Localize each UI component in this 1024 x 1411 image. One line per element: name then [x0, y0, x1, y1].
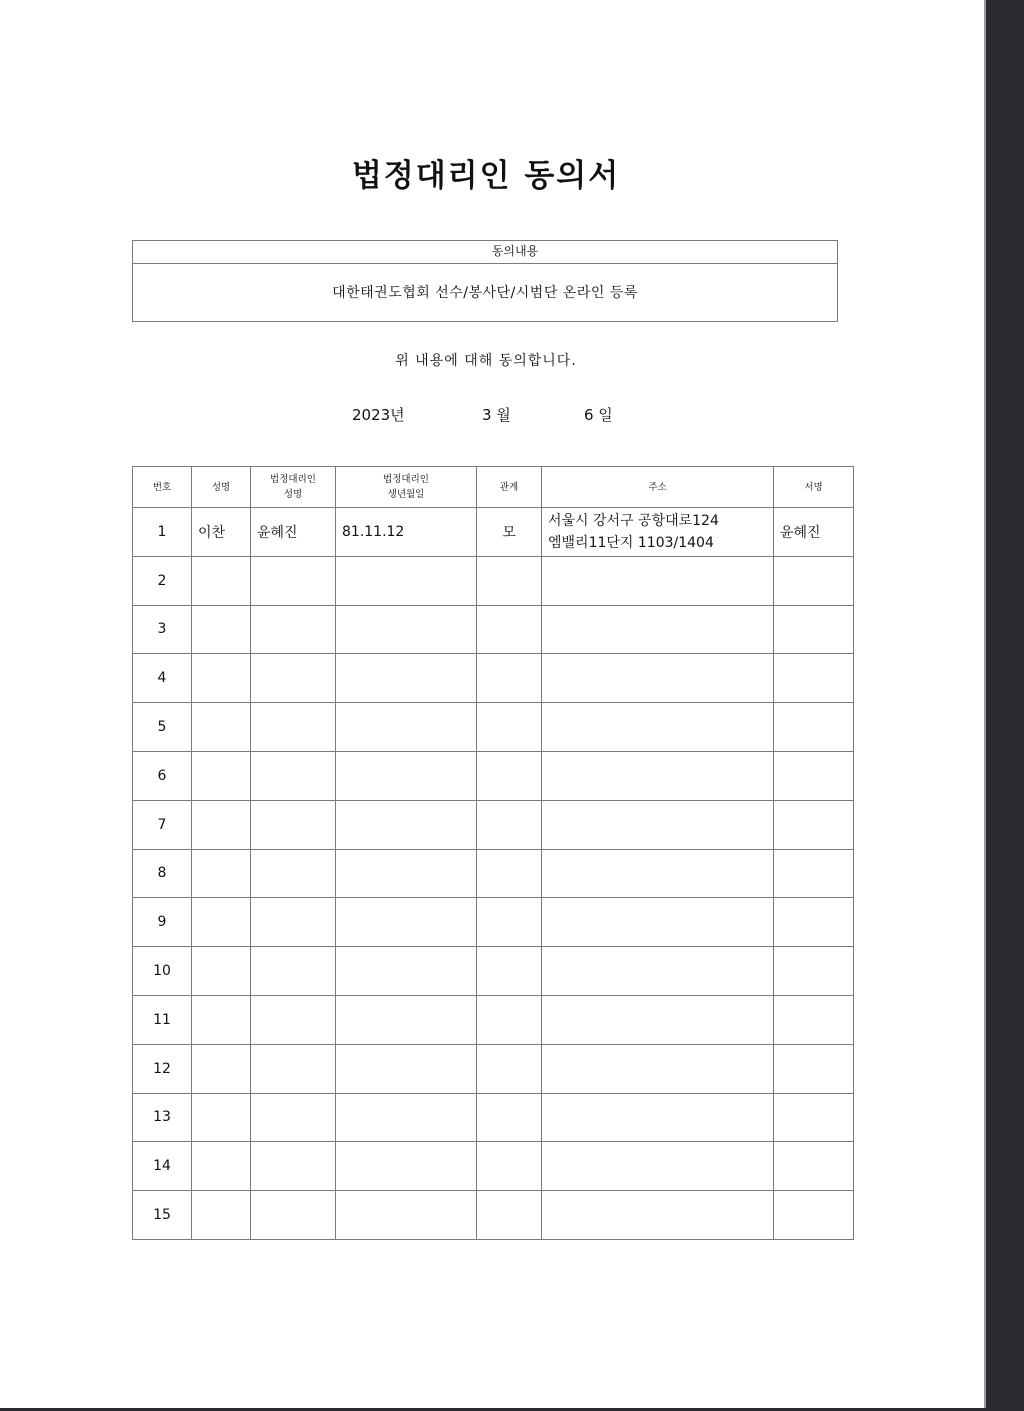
cell-name	[192, 849, 251, 898]
cell-address	[542, 947, 774, 996]
header-guardian-name	[251, 467, 336, 508]
header-guardian-name-line1: 법정대리인	[270, 474, 316, 485]
header-guardian-name-line2: 성명	[283, 489, 303, 500]
cell-number: 8	[133, 849, 192, 898]
cell-guardian-name	[251, 1044, 336, 1093]
cell-relation	[477, 703, 542, 752]
cell-relation	[477, 800, 542, 849]
cell-signature	[774, 654, 854, 703]
cell-guardian-name	[251, 800, 336, 849]
consent-content-box	[132, 240, 838, 322]
header-address: 주소	[542, 467, 774, 508]
cell-name	[192, 605, 251, 654]
cell-relation	[477, 1191, 542, 1240]
cell-relation	[477, 605, 542, 654]
cell-guardian-name	[251, 605, 336, 654]
cell-address	[542, 1191, 774, 1240]
cell-signature	[774, 1142, 854, 1191]
cell-name	[192, 654, 251, 703]
table-row	[133, 1093, 854, 1142]
cell-address-line2: 엠밸리11단지 1103/1404	[548, 534, 714, 551]
cell-name	[192, 556, 251, 605]
cell-signature	[774, 947, 854, 996]
table-body	[133, 508, 854, 1240]
cell-guardian-name	[251, 1093, 336, 1142]
table-row	[133, 800, 854, 849]
cell-address-line1: 서울시 강서구 공항대로124	[548, 512, 719, 529]
header-guardian-birth-line1: 법정대리인	[383, 474, 429, 485]
cell-number: 7	[133, 800, 192, 849]
cell-guardian-birth	[336, 995, 477, 1044]
guardian-table	[132, 466, 854, 1240]
cell-number: 14	[133, 1142, 192, 1191]
cell-signature	[774, 751, 854, 800]
table-row	[133, 654, 854, 703]
cell-name: 이찬	[192, 508, 251, 557]
cell-address	[542, 654, 774, 703]
header-guardian-birth	[336, 467, 477, 508]
header-relation: 관계	[477, 467, 542, 508]
table-row	[133, 1142, 854, 1191]
cell-address	[542, 1044, 774, 1093]
cell-guardian-name	[251, 898, 336, 947]
cell-signature	[774, 1191, 854, 1240]
cell-signature	[774, 703, 854, 752]
cell-guardian-birth	[336, 1191, 477, 1240]
table-row	[133, 995, 854, 1044]
header-name: 성명	[192, 467, 251, 508]
table-row	[133, 751, 854, 800]
cell-name	[192, 995, 251, 1044]
header-guardian-birth-line2: 생년월일	[387, 489, 425, 500]
cell-guardian-birth	[336, 1142, 477, 1191]
cell-relation	[477, 995, 542, 1044]
cell-relation	[477, 898, 542, 947]
cell-relation: 모	[477, 508, 542, 557]
cell-address	[542, 849, 774, 898]
cell-name	[192, 1191, 251, 1240]
cell-guardian-birth	[336, 1093, 477, 1142]
header-number: 번호	[133, 467, 192, 508]
cell-signature	[774, 898, 854, 947]
agreement-statement: 위 내용에 대해 동의합니다.	[395, 353, 577, 369]
cell-name	[192, 703, 251, 752]
table-row	[133, 849, 854, 898]
document-title: 법정대리인 동의서	[351, 158, 621, 194]
cell-guardian-birth	[336, 654, 477, 703]
consent-content-header: 동의내용	[133, 241, 837, 264]
cell-guardian-name	[251, 1191, 336, 1240]
cell-number: 15	[133, 1191, 192, 1240]
cell-address	[542, 800, 774, 849]
page-right-edge	[984, 0, 986, 1411]
table-row	[133, 556, 854, 605]
table-row	[133, 1191, 854, 1240]
cell-guardian-birth	[336, 849, 477, 898]
cell-address	[542, 1142, 774, 1191]
cell-guardian-name	[251, 1142, 336, 1191]
cell-name	[192, 800, 251, 849]
cell-guardian-name	[251, 751, 336, 800]
cell-relation	[477, 947, 542, 996]
consent-content-body: 대한태권도협회 선수/봉사단/시범단 온라인 등록	[332, 285, 638, 301]
cell-relation	[477, 654, 542, 703]
cell-signature	[774, 605, 854, 654]
cell-guardian-name	[251, 654, 336, 703]
cell-guardian-birth	[336, 947, 477, 996]
cell-number: 4	[133, 654, 192, 703]
cell-name	[192, 751, 251, 800]
cell-guardian-birth	[336, 1044, 477, 1093]
cell-address	[542, 703, 774, 752]
cell-guardian-name	[251, 556, 336, 605]
table-row	[133, 1044, 854, 1093]
cell-signature	[774, 1093, 854, 1142]
cell-number: 10	[133, 947, 192, 996]
cell-address	[542, 995, 774, 1044]
cell-number: 3	[133, 605, 192, 654]
header-signature: 서명	[774, 467, 854, 508]
table-row	[133, 947, 854, 996]
cell-number: 6	[133, 751, 192, 800]
cell-address	[542, 556, 774, 605]
table-header-row	[133, 467, 854, 508]
cell-relation	[477, 849, 542, 898]
table-row	[133, 898, 854, 947]
cell-guardian-birth	[336, 800, 477, 849]
cell-guardian-name	[251, 849, 336, 898]
cell-signature	[774, 800, 854, 849]
cell-number: 9	[133, 898, 192, 947]
cell-address	[542, 898, 774, 947]
cell-signature	[774, 995, 854, 1044]
cell-signature	[774, 1044, 854, 1093]
cell-number: 1	[133, 508, 192, 557]
cell-number: 5	[133, 703, 192, 752]
cell-name	[192, 1142, 251, 1191]
cell-address	[542, 508, 774, 557]
cell-signature: 윤혜진	[774, 508, 854, 557]
table-row	[133, 508, 854, 557]
cell-number: 13	[133, 1093, 192, 1142]
cell-name	[192, 898, 251, 947]
cell-relation	[477, 751, 542, 800]
cell-number: 12	[133, 1044, 192, 1093]
date-year: 2023년	[352, 406, 405, 424]
date-month: 3 월	[482, 406, 511, 424]
cell-guardian-birth	[336, 898, 477, 947]
cell-guardian-birth	[336, 703, 477, 752]
cell-address	[542, 751, 774, 800]
cell-name	[192, 947, 251, 996]
viewer-sidebar	[986, 0, 1024, 1411]
date-day: 6 일	[584, 406, 613, 424]
cell-guardian-name	[251, 703, 336, 752]
cell-relation	[477, 1044, 542, 1093]
table-row	[133, 703, 854, 752]
cell-relation	[477, 1142, 542, 1191]
cell-relation	[477, 1093, 542, 1142]
cell-guardian-name: 윤혜진	[251, 508, 336, 557]
cell-name	[192, 1093, 251, 1142]
cell-number: 2	[133, 556, 192, 605]
cell-number: 11	[133, 995, 192, 1044]
cell-address	[542, 1093, 774, 1142]
cell-signature	[774, 849, 854, 898]
cell-relation	[477, 556, 542, 605]
cell-guardian-name	[251, 995, 336, 1044]
cell-guardian-birth: 81.11.12	[336, 508, 477, 557]
cell-name	[192, 1044, 251, 1093]
cell-address	[542, 605, 774, 654]
table-row	[133, 605, 854, 654]
cell-guardian-birth	[336, 751, 477, 800]
cell-signature	[774, 556, 854, 605]
cell-guardian-birth	[336, 605, 477, 654]
cell-guardian-birth	[336, 556, 477, 605]
cell-guardian-name	[251, 947, 336, 996]
